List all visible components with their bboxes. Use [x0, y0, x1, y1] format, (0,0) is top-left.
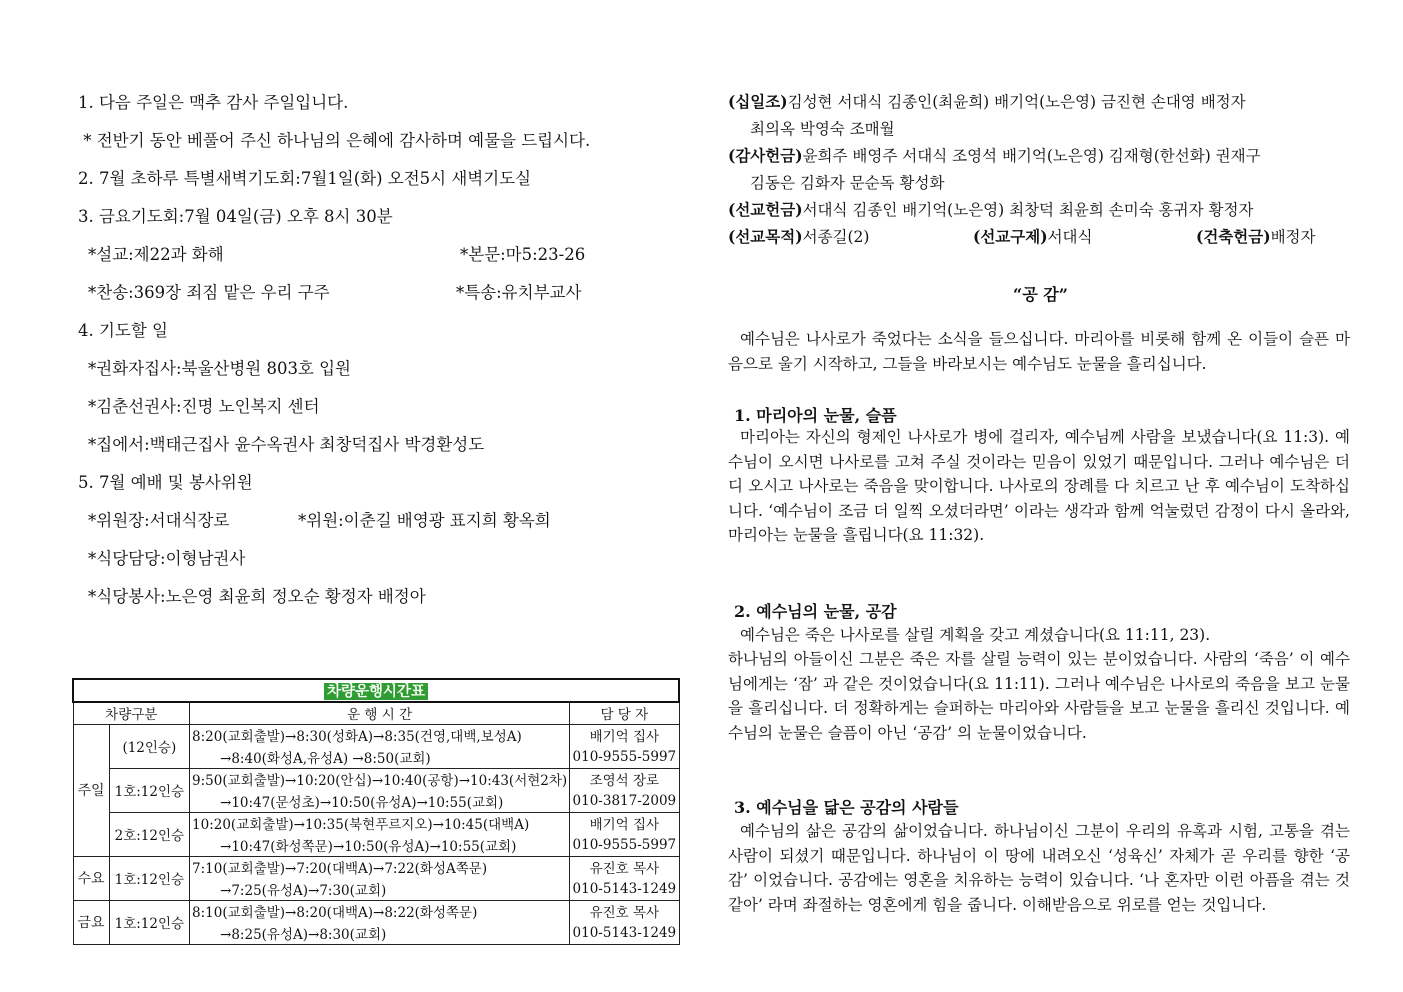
relief-entry: [973, 227, 1092, 247]
sermon-topic: *설교:제22과 화해: [88, 245, 224, 264]
day-sunday: 주일: [73, 724, 109, 856]
sermon-heading-3: 3. 예수님을 닮은 공감의 사람들: [734, 798, 959, 817]
sermon-paragraph-1: 마리아는 자신의 형제인 나사로가 병에 걸리자, 예수님께 사람을 보냈습니다(요 11:3). 예수님이 오시면 나사로를 고쳐 주실 것이라는 믿음이 있었기 때문입니다. 그러나 예수님은 더디 오시고 나사로는 죽음을 맞이합니다. 나사로의 장례를 다 치르고 난 후 예수님이 도착하십니다. ‘예수님이 조금 더 일찍 오셨더라면’ 이라는 생각과 함께 억눌렀던 감정이 다시 올라와, 마리아는 눈물을 흘립니다(요 11:32).: [728, 428, 1350, 544]
sermon-title: “공 감”: [1013, 285, 1068, 304]
vehicle-schedule-table: [72, 678, 680, 945]
announcement-1: 1. 다음 주일은 맥추 감사 주일입니다.: [78, 93, 349, 112]
vehicle-cell: 1호:12인승: [109, 768, 189, 812]
thanks-names: 윤희주 배영주 서대식 조영석 배기억(노은영) 김재형(한선화) 권재구: [802, 147, 1261, 165]
day-friday: 금요: [73, 900, 109, 944]
vehicle-cell: (12인승): [109, 724, 189, 768]
committee-members: *위원:이춘길 배영광 표지희 황옥희: [298, 511, 551, 530]
announcement-5: 5. 7월 예배 및 봉사위원: [78, 473, 253, 492]
prayer-item-3: *집에서:백태근집사 윤수옥권사 최창덕집사 박경환성도: [88, 435, 485, 454]
table-title-cell: [73, 679, 679, 702]
sermon-paragraph-2b: 하나님의 아들이신 그분은 죽은 자를 살릴 능력이 있는 분이었습니다. 사람의 ‘죽음’ 이 예수님에게는 ‘잠’ 과 같은 것이었습니다(요 11:11). 그러나 예수님은 나사로의 죽음을 보고 눈물을 흘리십니다. 더 정확하게는 슬퍼하는 마리아와 사람들을 보고 눈물을 흘리신 것입니다. 예수님의 눈물은 슬픔이 아닌 ‘공감’ 의 눈물이었습니다.: [728, 650, 1350, 742]
vehicle-cell: 2호:12인승: [109, 812, 189, 856]
route-cell: →7:25(유성A)→7:30(교회): [190, 878, 570, 900]
mission-label: (선교헌금): [728, 200, 803, 219]
person-cell: 배기억 집사: [570, 812, 679, 834]
phone-cell: 010-9555-5997: [570, 746, 679, 768]
goal-names: 서종길(2): [802, 228, 870, 246]
sermon-paragraph-3: 예수님의 삶은 공감의 삶이었습니다. 하나님이신 그분이 우리의 유혹과 시험, 고통을 겪는 사람이 되셨기 때문입니다. 하나님이 이 땅에 내려오신 ‘성육신’ 자체가 곧 우리를 향한 ‘공감’ 이었습니다. 공감에는 영혼을 치유하는 능력이 있습니다. ‘나 혼자만 이런 아픔을 겪는 것 같아’ 라며 좌절하는 영혼에게 힘을 줍니다. 이해받음으로 위로를 얻는 것입니다.: [728, 822, 1350, 914]
tithe-line-1: [728, 92, 1246, 112]
table-row: [73, 768, 679, 790]
route-cell: 8:20(교회출발)→8:30(성화A)→8:35(건영,대백,보성A): [190, 724, 570, 746]
phone-cell: 010-3817-2009: [570, 790, 679, 812]
header-vehicle: 차량구분: [73, 702, 190, 724]
sermon-heading-1: 1. 마리아의 눈물, 슬픔: [734, 406, 897, 425]
sermon-heading-2: 2. 예수님의 눈물, 공감: [734, 602, 897, 621]
sermon-intro: 예수님은 나사로가 죽었다는 소식을 들으십니다. 마리아를 비롯해 함께 온 이들이 슬픈 마음으로 울기 시작하고, 그들을 바라보시는 예수님도 눈물을 흘리십니다.: [728, 330, 1350, 373]
announcement-4: 4. 기도할 일: [78, 321, 168, 340]
prayer-item-1: *권화자집사:북울산병원 803호 입원: [88, 359, 351, 378]
building-entry: [1196, 227, 1315, 247]
committee-chair: *위원장:서대식장로: [88, 511, 230, 530]
route-cell: →10:47(화성쪽문)→10:50(유성A)→10:55(교회): [190, 834, 570, 856]
mission-names: 서대식 김종인 배기억(노은영) 최창덕 최윤희 손미숙 홍귀자 황정자: [802, 201, 1254, 219]
kitchen-manager: *식당담당:이형남권사: [88, 549, 246, 568]
announcement-2: 2. 7월 초하루 특별새벽기도회:7월1일(화) 오전5시 새벽기도실: [78, 169, 532, 188]
kitchen-volunteers: *식당봉사:노은영 최윤희 정오순 황정자 배정아: [88, 587, 426, 606]
route-cell: →8:25(유성A)→8:30(교회): [190, 922, 570, 944]
tithe-line-2: 최의옥 박영숙 조매월: [750, 120, 895, 138]
day-wednesday: 수요: [73, 856, 109, 900]
special-song: *특송:유치부교사: [456, 283, 582, 302]
scripture: *본문:마5:23-26: [460, 245, 586, 264]
route-cell: →10:47(문성초)→10:50(유성A)→10:55(교회): [190, 790, 570, 812]
route-cell: →8:40(화성A,유성A) →8:50(교회): [190, 746, 570, 768]
person-cell: 유진호 목사: [570, 900, 679, 922]
building-label: (건축헌금): [1196, 227, 1271, 246]
route-cell: 9:50(교회출발)→10:20(안십)→10:40(공항)→10:43(서현2차): [190, 768, 570, 790]
goal-label: (선교목적): [728, 227, 803, 246]
tithe-label: (십일조): [728, 92, 788, 111]
thanks-label: (감사헌금): [728, 146, 803, 165]
table-title: 차량운행시간표: [324, 683, 428, 700]
table-row: [73, 724, 679, 746]
phone-cell: 010-5143-1249: [570, 922, 679, 944]
header-time: 운 행 시 간: [190, 702, 570, 724]
route-cell: 10:20(교회출발)→10:35(북현푸르지오)→10:45(대백A): [190, 812, 570, 834]
hymn: *찬송:369장 죄짐 맡은 우리 구주: [88, 283, 330, 302]
relief-names: 서대식: [1047, 228, 1093, 246]
phone-cell: 010-5143-1249: [570, 878, 679, 900]
header-person: 담 당 자: [570, 702, 679, 724]
person-cell: 유진호 목사: [570, 856, 679, 878]
table-row: [73, 856, 679, 878]
person-cell: 배기억 집사: [570, 724, 679, 746]
table-row: [73, 812, 679, 834]
announcement-1-note: * 전반기 동안 베풀어 주신 하나님의 은혜에 감사하며 예물을 드립시다.: [78, 131, 591, 150]
person-cell: 조영석 장로: [570, 768, 679, 790]
thanks-line-1: [728, 146, 1261, 166]
relief-label: (선교구제): [973, 227, 1048, 246]
route-cell: 8:10(교회출발)→8:20(대백A)→8:22(화성쪽문): [190, 900, 570, 922]
prayer-item-2: *김춘선권사:진명 노인복지 센터: [88, 397, 320, 416]
table-header-row: [73, 702, 679, 724]
building-names: 배정자: [1270, 228, 1316, 246]
route-cell: 7:10(교회출발)→7:20(대백A)→7:22(화성A쪽문): [190, 856, 570, 878]
thanks-line-2: 김동은 김화자 문순독 황성화: [750, 174, 945, 192]
mission-line: [728, 200, 1253, 220]
vehicle-cell: 1호:12인승: [109, 900, 189, 944]
tithe-names: 김성현 서대식 김종인(최윤희) 배기억(노은영) 금진현 손대영 배정자: [787, 93, 1246, 111]
phone-cell: 010-9555-5997: [570, 834, 679, 856]
table-row: [73, 900, 679, 922]
announcement-3: 3. 금요기도회:7월 04일(금) 오후 8시 30분: [78, 207, 393, 226]
sermon-paragraph-2a: 예수님은 죽은 나사로를 살릴 계획을 갖고 계셨습니다(요 11:11, 23).: [740, 626, 1211, 644]
goal-entry: [728, 227, 869, 247]
vehicle-cell: 1호:12인승: [109, 856, 189, 900]
